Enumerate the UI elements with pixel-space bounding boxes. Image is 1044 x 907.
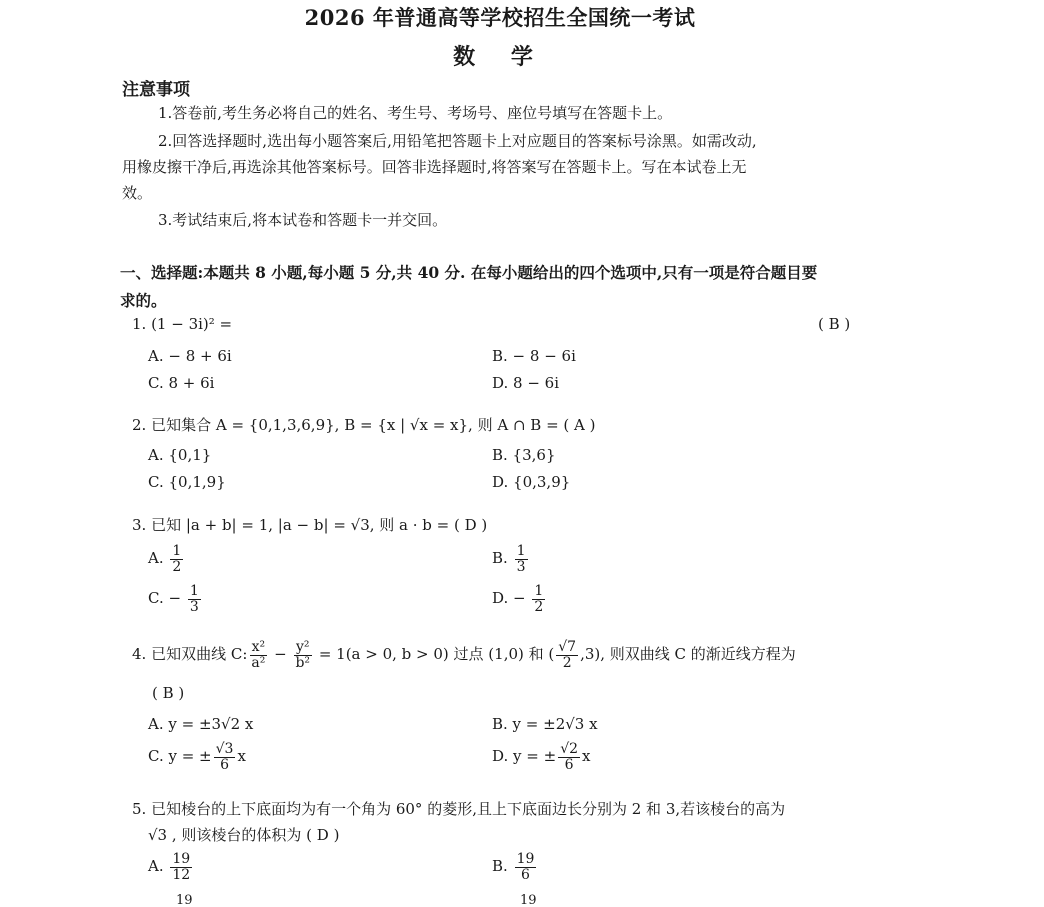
denominator: 6 [521, 866, 530, 883]
question-3-option-a [148, 544, 185, 574]
numerator: 1 [172, 543, 182, 559]
stem-condition: = 1(a > 0, b > 0) 过点 (1,0) 和 ( [314, 645, 555, 664]
question-4-option-b: B. y = ±2√3 x [492, 715, 598, 733]
question-2-option-c: C. {0,1,9} [148, 473, 226, 491]
fraction [556, 640, 578, 670]
denominator: 6 [564, 756, 574, 773]
question-5-stem-line-2: √3 , 则该棱台的体积为 ( D ) [148, 826, 340, 844]
fraction [558, 742, 580, 772]
denominator: 2 [534, 598, 544, 615]
option-label: C. y = ± [148, 747, 212, 766]
question-3-stem: 3. 已知 |a + b| = 1, |a − b| = √3, 则 a · b = ( D ) [132, 516, 488, 534]
numerator: √3 [215, 741, 234, 757]
denominator: 12 [172, 866, 191, 883]
exam-title: 2026 年普通高等学校招生全国统一考试 [304, 5, 696, 30]
stem-prefix: 4. 已知双曲线 C: [132, 645, 248, 664]
fraction [188, 584, 201, 614]
question-1-option-c: C. 8 + 6i [148, 374, 215, 392]
stem-tail: ,3), 则双曲线 C 的渐近线方程为 [580, 645, 796, 664]
option-label: C. − [148, 589, 182, 608]
option-label: B. [492, 857, 508, 876]
question-3-option-d [492, 584, 547, 614]
notice-item-3: 3.考试结束后,将本试卷和答题卡一并交回。 [158, 211, 448, 229]
question-4-answer: ( B ) [152, 684, 185, 702]
question-3-option-c [148, 584, 203, 614]
question-2-option-b: B. {3,6} [492, 446, 556, 464]
question-4-option-a: A. y = ±3√2 x [148, 715, 254, 733]
denominator: 2 [172, 558, 182, 575]
denominator: 3 [189, 598, 199, 615]
numerator: 1 [189, 583, 199, 599]
question-5-option-b [492, 852, 538, 882]
question-5-stem-line-1: 5. 已知棱台的上下底面均为有一个角为 60° 的菱形,且上下底面边长分别为 2 和 3,若该棱台的高为 [132, 800, 786, 818]
question-2-stem: 2. 已知集合 A = {0,1,3,6,9}, B = {x | √x = x}, 则 A ∩ B = ( A ) [132, 416, 596, 434]
option-label: B. [492, 549, 508, 568]
section-1-heading-line-2: 求的。 [120, 291, 167, 310]
fraction [293, 640, 312, 670]
option-label: D. − [492, 589, 526, 608]
numerator: 19 [516, 851, 535, 867]
denominator: b² [295, 654, 311, 671]
option-label: A. [148, 857, 164, 876]
fraction [515, 852, 537, 882]
question-1-option-d: D. 8 − 6i [492, 374, 560, 392]
notice-item-2-line-3: 效。 [122, 184, 153, 202]
question-2-option-a: A. {0,1} [148, 446, 212, 464]
question-5-option-c-partial: 19 [176, 893, 193, 907]
option-label: A. [148, 549, 164, 568]
question-5-option-d-partial: 19 [520, 893, 537, 907]
option-variable: x [237, 747, 246, 766]
question-1-answer: ( B ) [818, 315, 851, 333]
question-1-option-b: B. − 8 − 6i [492, 347, 576, 365]
question-2-option-d: D. {0,3,9} [492, 473, 571, 491]
denominator: 6 [220, 756, 230, 773]
option-variable: x [582, 747, 591, 766]
fraction [170, 852, 192, 882]
numerator: 19 [172, 851, 191, 867]
section-1-heading-line-1: 一、选择题:本题共 8 小题,每小题 5 分,共 40 分. 在每小题给出的四个选项中,只有一项是符合题目要 [120, 263, 818, 282]
fraction [170, 544, 183, 574]
question-4-option-d [492, 742, 590, 772]
question-3-option-b [492, 544, 530, 574]
denominator: 3 [516, 558, 526, 575]
numerator: 1 [534, 583, 544, 599]
fraction [214, 742, 236, 772]
question-4-stem [132, 640, 796, 670]
fraction [249, 640, 267, 670]
numerator: √2 [560, 741, 579, 757]
subject-title: 数 学 [453, 44, 547, 70]
fraction [515, 544, 528, 574]
notice-item-2-line-2: 用橡皮擦干净后,再选涂其他答案标号。回答非选择题时,将答案写在答题卡上。写在本试卷上无 [122, 158, 747, 176]
notice-item-2-line-1: 2.回答选择题时,选出每小题答案后,用铅笔把答题卡上对应题目的答案标号涂黑。如需改动, [158, 132, 757, 150]
fraction [532, 584, 545, 614]
numerator: √7 [558, 639, 577, 655]
minus-sign: − [269, 645, 292, 664]
question-1-option-a: A. − 8 + 6i [148, 347, 232, 365]
notice-heading: 注意事项 [122, 80, 190, 100]
denominator: a² [251, 654, 266, 671]
question-1-stem: 1. (1 − 3i)² = [132, 315, 233, 333]
question-5-option-a [148, 852, 194, 882]
question-4-option-c [148, 742, 246, 772]
denominator: 2 [562, 654, 572, 671]
numerator: y² [295, 639, 310, 655]
numerator: 1 [516, 543, 526, 559]
notice-item-1: 1.答卷前,考生务必将自己的姓名、考生号、考场号、座位号填写在答题卡上。 [158, 104, 673, 122]
option-label: D. y = ± [492, 747, 557, 766]
numerator: x² [251, 639, 266, 655]
